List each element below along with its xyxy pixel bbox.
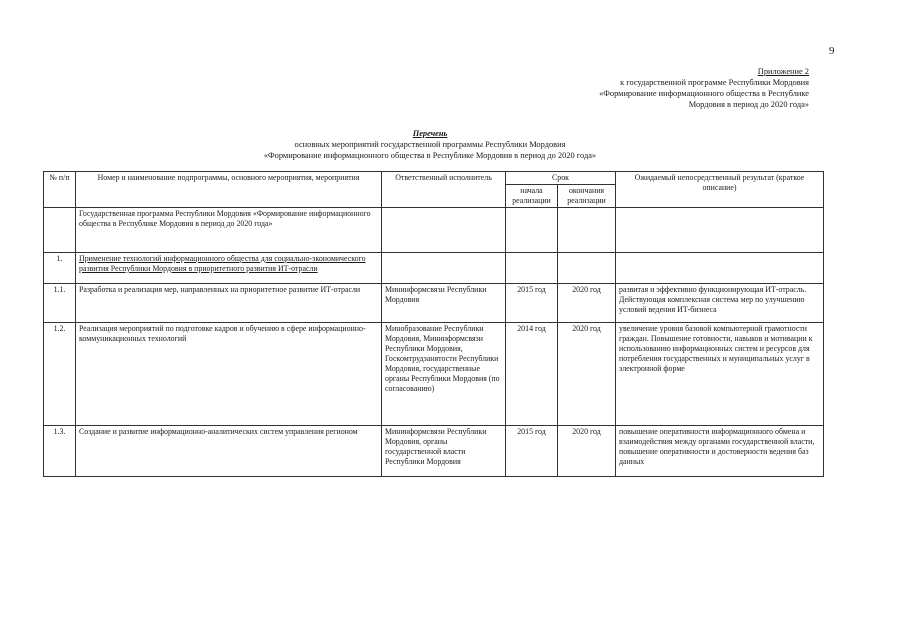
header-executor: Ответственный исполнитель (382, 172, 506, 208)
section-result (616, 253, 824, 284)
row-name: Разработка и реализация мер, направленных на приоритетное развитие ИТ-отрасли (76, 284, 382, 323)
section-num: 1. (44, 253, 76, 284)
program-executor (382, 208, 506, 253)
program-end (558, 208, 616, 253)
appendix-line-3: Мордовия в период до 2020 года» (688, 100, 809, 109)
section-start (506, 253, 558, 284)
row-name: Создание и развитие информационно-аналитических систем управления регионом (76, 426, 382, 477)
header-result: Ожидаемый непосредственный результат (краткое описание) (616, 172, 824, 208)
header-num: № п/п (44, 172, 76, 208)
row-end: 2020 год (558, 284, 616, 323)
table-row (44, 323, 824, 426)
program-name: Государственная программа Республики Мордовия «Формирование информационного общества в Республике Мордовия в период до 2020 года» (76, 208, 382, 253)
row-executor: Мининформсвязи Республики Мордовия, органы государственной власти Республики Мордовия (382, 426, 506, 477)
row-start: 2015 год (506, 426, 558, 477)
program-result (616, 208, 824, 253)
table-header-row (44, 172, 824, 185)
program-start (506, 208, 558, 253)
row-result: увеличение уровня базовой компьютерной грамотности граждан. Повышение готовности, навыков и мотивации к использованию информационных систем и ресурсов для потребления государственных и муниципальных услуг в электронной форме (616, 323, 824, 426)
row-num: 1.2. (44, 323, 76, 426)
row-start: 2015 год (506, 284, 558, 323)
row-executor: Минобразование Республики Мордовия, Мининформсвязи Республики Мордовия, Госкомтрудзанятости Республики Мордовия, государственные органы Республики Мордовия (по согласованию) (382, 323, 506, 426)
program-row (44, 208, 824, 253)
appendix-line-2: «Формирование информационного общества в Республике (599, 89, 809, 98)
header-name: Номер и наименование подпрограммы, основного мероприятия, мероприятия (76, 172, 382, 208)
section-executor (382, 253, 506, 284)
heading-line-1: основных мероприятий государственной программы Республики Мордовия (294, 140, 566, 149)
row-executor: Мининформсвязи Республики Мордовия (382, 284, 506, 323)
heading-title: Перечень (412, 129, 448, 138)
activities-table (43, 171, 824, 477)
row-name: Реализация мероприятий по подготовке кадров и обучению в сфере информационно-коммуникационных технологий (76, 323, 382, 426)
header-start: начала реализации (506, 185, 558, 208)
row-result: развитая и эффективно функционирующая ИТ-отрасль. Действующая комплексная система мер по улучшению условий ведения ИТ-бизнеса (616, 284, 824, 323)
row-start: 2014 год (506, 323, 558, 426)
section-end (558, 253, 616, 284)
appendix-title: Приложение 2 (757, 67, 809, 76)
appendix-line-1: к государственной программе Республики Мордовия (620, 78, 809, 87)
heading-line-2: «Формирование информационного общества в Республике Мордовия в период до 2020 года» (263, 151, 597, 160)
program-num (44, 208, 76, 253)
section-row (44, 253, 824, 284)
section-name: Применение технологий информационного общества для социально-экономического развития Республики Мордовия в приоритетного развития ИТ-отрасли (76, 253, 382, 284)
row-result: повышение оперативности информационного обмена и взаимодействия между органами государственной власти, повышение оперативности и достоверности ведения баз данных (616, 426, 824, 477)
document-heading (180, 128, 680, 161)
row-end: 2020 год (558, 426, 616, 477)
row-end: 2020 год (558, 323, 616, 426)
appendix-block (449, 66, 809, 110)
header-end: окончания реализации (558, 185, 616, 208)
row-num: 1.1. (44, 284, 76, 323)
page-number: 9 (829, 45, 835, 57)
row-num: 1.3. (44, 426, 76, 477)
table-row (44, 284, 824, 323)
table-row (44, 426, 824, 477)
header-term: Срок (506, 172, 616, 185)
